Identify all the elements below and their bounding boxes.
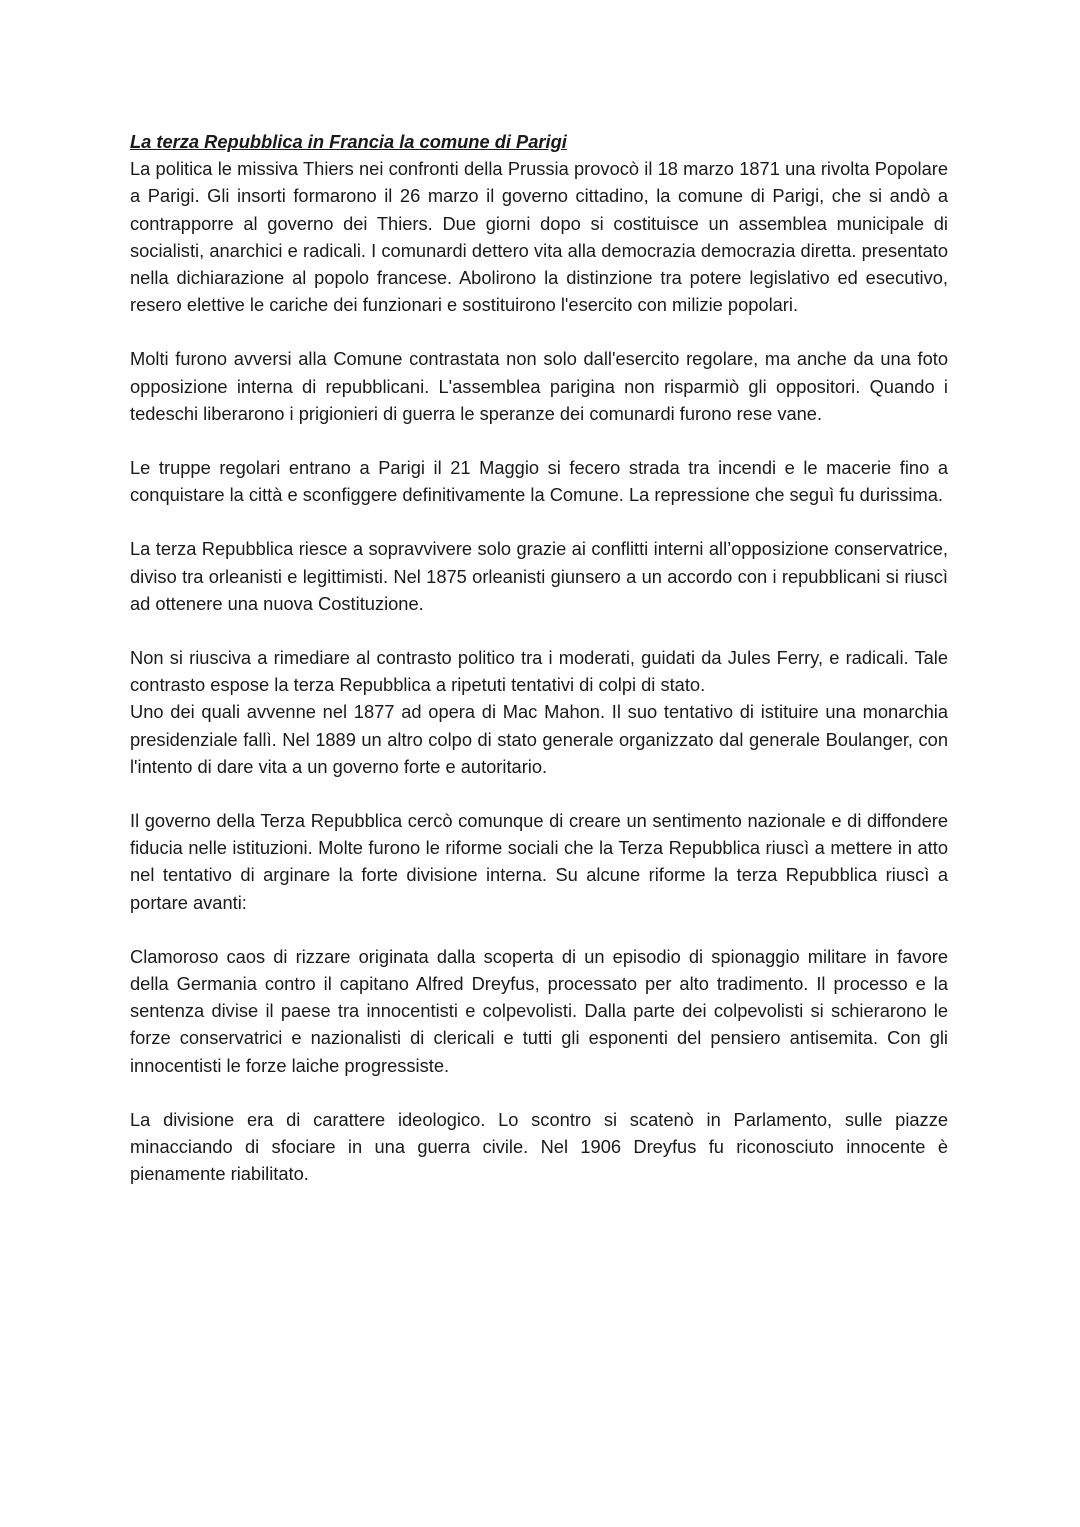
paragraph-avversi-comune: Molti furono avversi alla Comune contrastata non solo dall'esercito regolare, ma anche da una foto opposizione interna di repubblicani. L'assemblea parigina non risparmiò gli oppositori. Quando i tedeschi liberarono i prigionieri di guerra le speranze dei comunardi furono rese vane.	[130, 348, 948, 424]
paragraph-comune-rivolta: La politica le missiva Thiers nei confronti della Prussia provocò il 18 marzo 1871 una rivolta Popolare a Parigi. Gli insorti formarono il 26 marzo il governo cittadino, la comune di Parigi, che si andò a contrapporre al governo dei Thiers. Due giorni dopo si costituisce un assemblea municipale di socialisti, anarchici e radicali. I comunardi dettero vita alla democrazia democrazia diretta. presentato nella dichiarazione al popolo francese. Abolirono la distinzione tra potere legislativo ed esecutivo, resero elettive le cariche dei funzionari e sostituirono l'esercito con milizie popolari.	[130, 158, 948, 316]
paragraph-riforme-sociali: Il governo della Terza Repubblica cercò comunque di creare un sentimento nazionale e di diffondere fiducia nelle istituzioni. Molte furono le riforme sociali che la Terza Repubblica riuscì a mettere in atto nel tentativo di arginare la forte divisione interna. Su alcune riforme la terza Repubblica riuscì a portare avanti:	[130, 810, 948, 913]
document-page	[130, 128, 948, 1215]
paragraph-sopravvivenza: La terza Repubblica riesce a sopravvivere solo grazie ai conflitti interni all’opposizione conservatrice, diviso tra orleanisti e legittimisti. Nel 1875 orleanisti giunsero a un accordo con i repubblicani si riuscì ad ottenere una nuova Costituzione.	[130, 538, 948, 614]
document-title: La terza Repubblica in Francia la comune di Parigi	[130, 131, 567, 152]
paragraph-affare-dreyfus: Clamoroso caos di rizzare originata dalla scoperta di un episodio di spionaggio militare in favore della Germania contro il capitano Alfred Dreyfus, processato per alto tradimento. Il processo e la sentenza divise il paese tra innocentisti e colpevolisti. Dalla parte dei colpevolisti si schierarono le forze conservatrici e nazionalisti di clericali e tutti gli esponenti del pensiero antisemita. Con gli innocentisti le forze laiche progressiste.	[130, 945, 948, 1076]
paragraph-contrasto-politico: Non si riusciva a rimediare al contrasto politico tra i moderati, guidati da Jules Ferry, e radicali. Tale contrasto espose la terza Repubblica a ripetuti tentativi di colpi di stato.	[130, 647, 948, 696]
paragraph-colpi-di-stato: Uno dei quali avvenne nel 1877 ad opera di Mac Mahon. Il suo tentativo di istituire una monarchia presidenziale fallì. Nel 1889 un altro colpo di stato generale organizzato dal generale Boulanger, con l'intento di dare vita a un governo forte e autoritario.	[130, 701, 948, 777]
paragraph-divisione-ideologica: La divisione era di carattere ideologico. Lo scontro si scatenò in Parlamento, sulle piazze minacciando di sfociare in una guerra civile. Nel 1906 Dreyfus fu riconosciuto innocente è pienamente riabilitato.	[130, 1108, 948, 1185]
paragraph-truppe-regolari: Le truppe regolari entrano a Parigi il 21 Maggio si fecero strada tra incendi e le macerie fino a conquistare la città e sconfiggere definitivamente la Comune. La repressione che seguì fu durissima.	[130, 457, 948, 506]
